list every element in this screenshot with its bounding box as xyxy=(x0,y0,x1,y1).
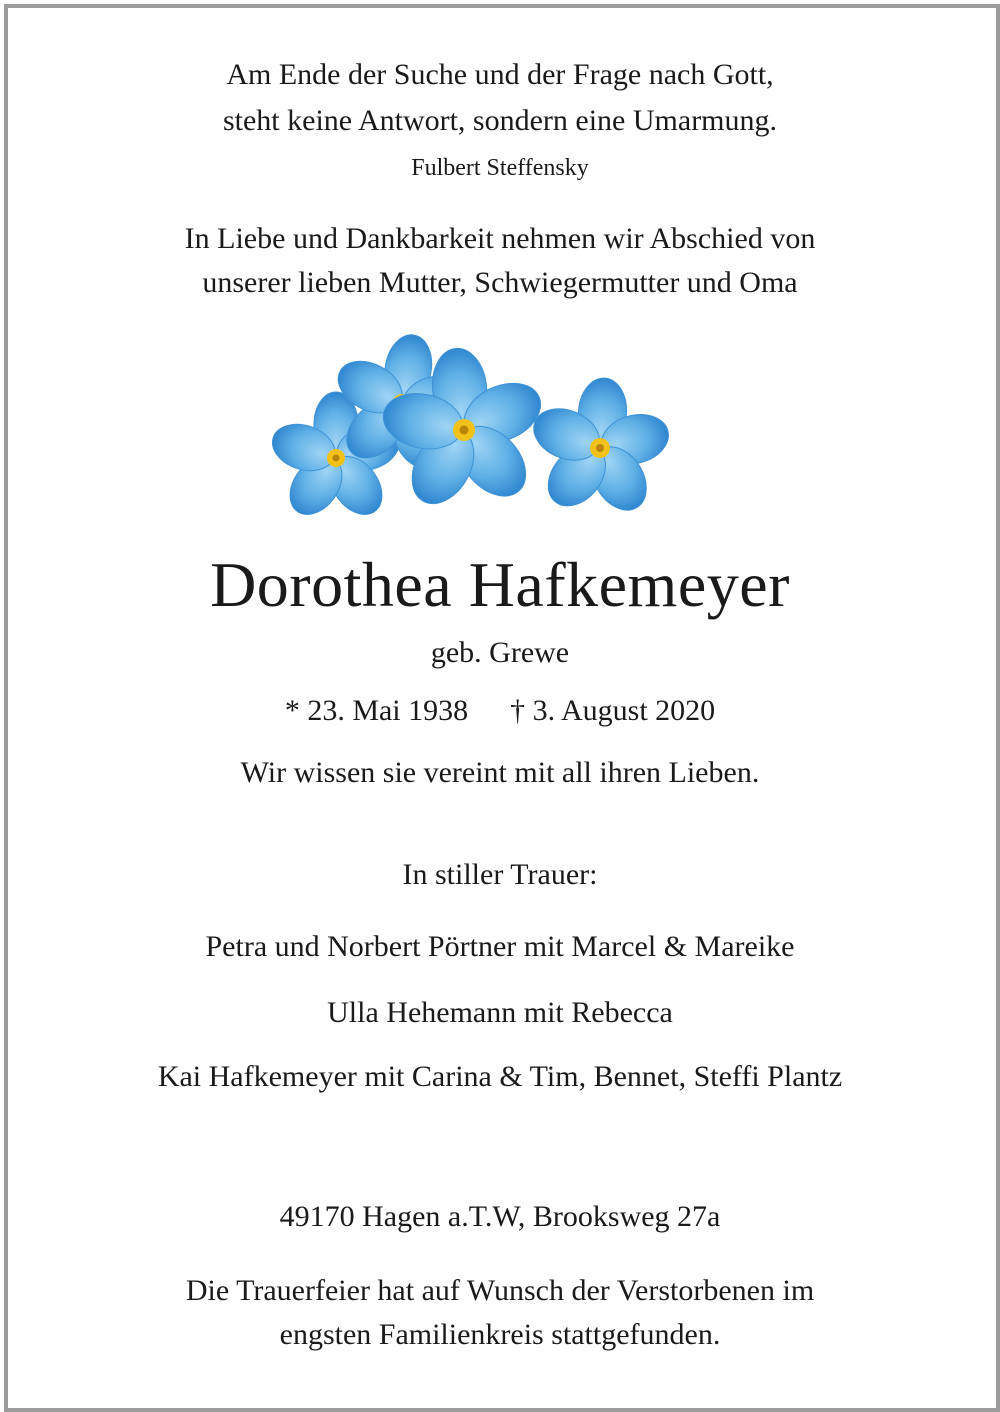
mourners-heading: In stiller Trauer: xyxy=(402,858,598,891)
funeral-line-2: engsten Familienkreis stattgefunden. xyxy=(279,1318,721,1351)
forget-me-not-flowers-icon xyxy=(260,316,680,528)
remembrance-note: Wir wissen sie vereint mit all ihren Lieben. xyxy=(240,756,760,789)
quote-line-2: steht keine Antwort, sondern eine Umarmung. xyxy=(222,104,778,137)
mourner-line-1: Petra und Norbert Pörtner mit Marcel & Mareike xyxy=(205,930,795,963)
maiden-name: geb. Grewe xyxy=(430,636,570,669)
birth-date: * 23. Mai 1938 xyxy=(284,694,469,727)
address: 49170 Hagen a.T.W, Brooksweg 27a xyxy=(279,1200,721,1233)
flower-4 xyxy=(526,376,674,520)
deceased-name: Dorothea Hafkemeyer xyxy=(210,549,790,620)
intro-line-1: In Liebe und Dankbarkeit nehmen wir Abschied von xyxy=(184,222,816,255)
life-dates xyxy=(0,694,1000,728)
mourner-line-2: Ulla Hehemann mit Rebecca xyxy=(327,996,673,1029)
mourner-line-3: Kai Hafkemeyer mit Carina & Tim, Bennet, Steffi Plantz xyxy=(157,1060,843,1093)
funeral-line-1: Die Trauerfeier hat auf Wunsch der Verstorbenen im xyxy=(185,1274,815,1307)
quote-author: Fulbert Steffensky xyxy=(411,155,589,181)
intro-line-2: unserer lieben Mutter, Schwiegermutter und Oma xyxy=(202,266,798,299)
death-date: † 3. August 2020 xyxy=(510,694,716,727)
quote-line-1: Am Ende der Suche und der Frage nach Gott, xyxy=(226,58,774,91)
